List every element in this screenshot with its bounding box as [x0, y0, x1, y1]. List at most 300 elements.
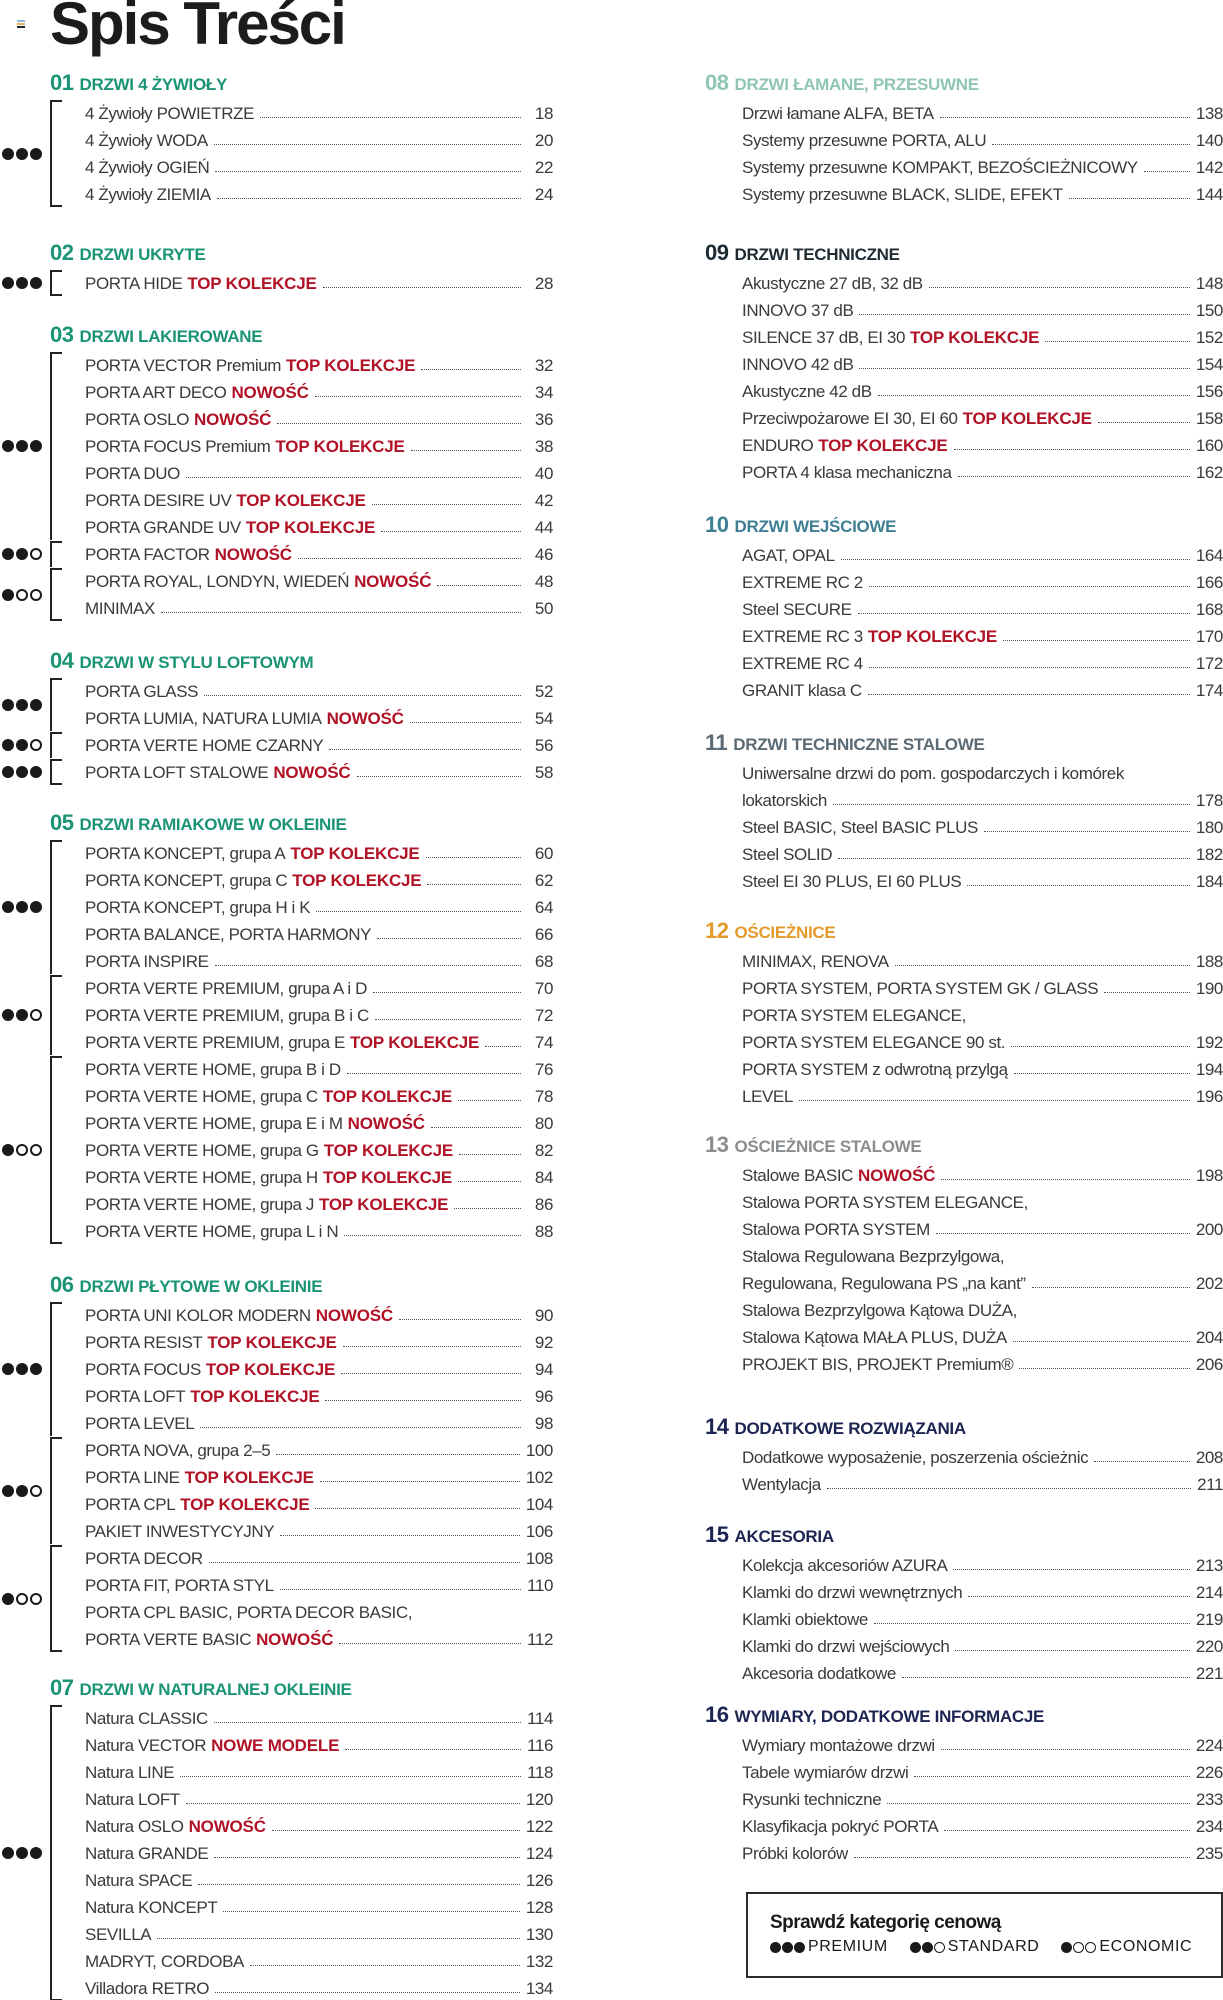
page-number: 58	[534, 763, 553, 782]
entry-badge: NOWOŚĆ	[256, 1630, 334, 1649]
dot-leader	[276, 1454, 520, 1455]
toc-entry[interactable]	[742, 539, 1223, 566]
toc-entry[interactable]	[85, 1299, 553, 1326]
toc-entry[interactable]	[85, 945, 553, 972]
dot-leader	[204, 695, 521, 696]
toc-entry[interactable]	[742, 402, 1223, 429]
toc-entry[interactable]	[742, 1240, 1223, 1267]
toc-entry[interactable]	[85, 1326, 553, 1353]
section-heading[interactable]	[705, 512, 896, 539]
entry-label: PORTA VERTE HOME, grupa J	[85, 1195, 315, 1214]
entry-badge: TOP KOLEKCJE	[322, 1168, 453, 1187]
section-heading[interactable]	[50, 70, 227, 97]
toc-entry[interactable]	[742, 647, 1223, 674]
entry-label: PORTA GLASS	[85, 682, 199, 701]
entry-label: INNOVO 37 dB	[742, 301, 854, 320]
toc-entry[interactable]	[742, 1267, 1223, 1294]
entry-label: Drzwi łamane ALFA, BETA	[742, 104, 934, 123]
entry-label: PORTA SYSTEM ELEGANCE,	[742, 1006, 966, 1025]
entry-label: Natura GRANDE	[85, 1844, 209, 1863]
section-number: 07	[50, 1675, 74, 1700]
section-heading[interactable]	[50, 648, 313, 675]
toc-entry[interactable]	[742, 429, 1223, 456]
entry-badge: NOWOŚĆ	[188, 1817, 266, 1836]
toc-entry[interactable]	[742, 151, 1223, 178]
page-number: 32	[534, 356, 553, 375]
dot-leader	[895, 965, 1190, 966]
page-number: 172	[1195, 654, 1223, 673]
toc-entry[interactable]	[85, 1837, 553, 1864]
toc-entry[interactable]	[742, 838, 1223, 865]
toc-entry[interactable]	[85, 178, 553, 205]
entry-label: Próbki kolorów	[742, 1844, 848, 1863]
toc-entry[interactable]	[742, 1053, 1223, 1080]
entry-label: PORTA VERTE HOME, grupa H	[85, 1168, 318, 1187]
toc-entry[interactable]	[85, 702, 553, 729]
entry-badge: TOP KOLEKCJE	[275, 437, 405, 456]
entry-badge: NOWOŚĆ	[326, 709, 404, 728]
toc-entry[interactable]	[742, 1783, 1223, 1810]
page-number: 40	[534, 464, 553, 483]
dot-leader	[1014, 1073, 1190, 1074]
section-title: DRZWI RAMIAKOWE W OKLEINIE	[79, 815, 347, 834]
toc-entry[interactable]	[85, 1569, 553, 1596]
page-number: 206	[1195, 1355, 1223, 1374]
page-number: 214	[1195, 1583, 1223, 1602]
toc-entry[interactable]	[742, 620, 1223, 647]
entry-label: PORTA SYSTEM ELEGANCE 90 st.	[742, 1033, 1006, 1052]
premium-price-dots-icon	[2, 277, 42, 289]
entry-badge: TOP KOLEKCJE	[245, 518, 376, 537]
dot-leader	[215, 1992, 520, 1993]
entry-label: MINIMAX, RENOVA	[742, 952, 889, 971]
toc-entry[interactable]	[742, 1729, 1223, 1756]
price-bracket	[50, 840, 60, 974]
toc-entry[interactable]	[85, 1945, 553, 1972]
section-number: 09	[705, 240, 729, 265]
page-number: 128	[525, 1898, 553, 1917]
toc-entry[interactable]	[742, 784, 1223, 811]
toc-entry[interactable]	[742, 999, 1223, 1026]
entry-badge: NOWOŚĆ	[315, 1306, 393, 1325]
toc-entry[interactable]	[742, 1549, 1223, 1576]
page-number: 154	[1195, 355, 1223, 374]
dot-leader	[411, 450, 521, 451]
entry-label: EXTREME RC 3	[742, 627, 863, 646]
toc-entry[interactable]	[85, 1461, 553, 1488]
toc-entry[interactable]	[85, 1026, 553, 1053]
toc-entry[interactable]	[85, 1053, 553, 1080]
toc-entry[interactable]	[742, 1186, 1223, 1213]
toc-entry[interactable]	[742, 375, 1223, 402]
section-title: DODATKOWE ROZWIĄZANIA	[734, 1419, 966, 1438]
dot-leader	[161, 612, 521, 613]
toc-entry[interactable]	[742, 811, 1223, 838]
page-number: 130	[525, 1925, 553, 1944]
entry-label: PORTA GRANDE UV	[85, 518, 241, 537]
entry-label: Natura CLASSIC	[85, 1709, 208, 1728]
toc-entry[interactable]	[85, 457, 553, 484]
dot-leader	[399, 1319, 521, 1320]
page-number: 80	[534, 1114, 553, 1133]
page-number: 104	[525, 1495, 553, 1514]
toc-entry[interactable]	[742, 865, 1223, 892]
dot-leader	[984, 831, 1190, 832]
toc-entry[interactable]	[742, 1026, 1223, 1053]
section-heading[interactable]	[705, 1522, 834, 1549]
entry-label: Steel SOLID	[742, 845, 833, 864]
dot-leader	[323, 287, 521, 288]
toc-entry[interactable]	[85, 1972, 553, 1999]
page-number: 180	[1195, 818, 1223, 837]
toc-entry[interactable]	[742, 1810, 1223, 1837]
entry-label: PORTA VERTE HOME, grupa L i N	[85, 1222, 339, 1241]
entry-label: Natura KONCEPT	[85, 1898, 218, 1917]
dot-leader	[954, 449, 1190, 450]
toc-entry[interactable]	[85, 538, 553, 565]
dot-leader	[198, 1884, 520, 1885]
toc-entry[interactable]	[742, 1630, 1223, 1657]
dot-leader	[941, 1179, 1190, 1180]
toc-entry[interactable]	[85, 97, 553, 124]
premium-price-dots-icon	[2, 901, 42, 913]
dot-leader	[485, 1046, 521, 1047]
toc-entry[interactable]	[85, 124, 553, 151]
toc-entry[interactable]	[742, 1213, 1223, 1240]
entry-label: PORTA ART DECO	[85, 383, 227, 402]
page-number: 88	[534, 1222, 553, 1241]
dot-leader	[372, 504, 521, 505]
premium-price-dots-icon	[2, 148, 42, 160]
section-heading[interactable]	[705, 240, 900, 267]
entry-label: Akustyczne 42 dB	[742, 382, 872, 401]
toc-entry[interactable]	[742, 593, 1223, 620]
entry-label: PORTA KONCEPT, grupa C	[85, 871, 288, 890]
toc-entry[interactable]	[742, 1468, 1223, 1495]
toc-entry[interactable]	[742, 1603, 1223, 1630]
entry-badge: NOWOŚĆ	[231, 383, 309, 402]
section-heading[interactable]	[50, 1675, 352, 1702]
page-number: 108	[525, 1549, 553, 1568]
page-number: 42	[534, 491, 553, 510]
toc-entry[interactable]	[742, 674, 1223, 701]
entry-label: PORTA VERTE PREMIUM, grupa E	[85, 1033, 345, 1052]
toc-entry[interactable]	[85, 267, 553, 294]
premium-price-dots-icon	[2, 1363, 42, 1375]
toc-entry[interactable]	[85, 1596, 553, 1623]
entry-badge: TOP KOLEKCJE	[180, 1495, 310, 1514]
economic-price-dots-icon	[1061, 1942, 1096, 1953]
toc-entry[interactable]	[85, 837, 553, 864]
toc-entry[interactable]	[85, 1623, 553, 1650]
toc-entry[interactable]	[742, 124, 1223, 151]
entry-label: PORTA BALANCE, PORTA HARMONY	[85, 925, 372, 944]
entry-label: lokatorskich	[742, 791, 827, 810]
entry-label: Regulowana, Regulowana PS „na kant”	[742, 1274, 1026, 1293]
page-number: 188	[1195, 952, 1223, 971]
toc-entry[interactable]	[85, 1161, 553, 1188]
toc-entry[interactable]	[742, 267, 1223, 294]
dot-leader	[343, 1346, 521, 1347]
entry-label: MADRYT, CORDOBA	[85, 1952, 244, 1971]
page-number: 213	[1195, 1556, 1223, 1575]
entry-badge: TOP KOLEKCJE	[290, 844, 420, 863]
legend-label: STANDARD	[947, 1938, 1040, 1955]
page-number: 122	[525, 1817, 553, 1836]
dot-leader	[250, 1965, 520, 1966]
price-bracket	[50, 1545, 60, 1652]
toc-entry[interactable]	[85, 1702, 553, 1729]
dot-leader	[298, 558, 521, 559]
entry-badge: NOWOŚĆ	[214, 545, 292, 564]
toc-entry[interactable]	[85, 592, 553, 619]
price-bracket	[50, 100, 60, 207]
standard-price-dots-icon	[2, 1009, 42, 1021]
entry-label: 4 Żywioły WODA	[85, 131, 208, 150]
entry-label: Klamki obiektowe	[742, 1610, 868, 1629]
toc-entry[interactable]	[742, 321, 1223, 348]
toc-entry[interactable]	[742, 1837, 1223, 1864]
section-title: DRZWI W NATURALNEJ OKLEINIE	[79, 1680, 352, 1699]
page-number: 114	[527, 1709, 553, 1728]
page-number: 178	[1195, 791, 1223, 810]
dot-leader	[345, 1749, 521, 1750]
entry-label: Dodatkowe wyposażenie, poszerzenia ościeżnic	[742, 1448, 1089, 1467]
toc-entry[interactable]	[85, 1515, 553, 1542]
toc-entry[interactable]	[85, 1434, 553, 1461]
toc-entry[interactable]	[742, 348, 1223, 375]
toc-entry[interactable]	[742, 1756, 1223, 1783]
page-number: 18	[534, 104, 553, 123]
entry-label: PORTA VERTE HOME, grupa G	[85, 1141, 319, 1160]
toc-entry[interactable]	[742, 178, 1223, 205]
price-bracket	[50, 975, 60, 1055]
dot-leader	[1045, 341, 1190, 342]
entry-label: PORTA VECTOR Premium	[85, 356, 282, 375]
entry-badge: TOP KOLEKCJE	[286, 356, 416, 375]
toc-entry[interactable]	[85, 1134, 553, 1161]
toc-entry[interactable]	[85, 1080, 553, 1107]
section-heading[interactable]	[50, 240, 206, 267]
toc-entry[interactable]	[85, 1215, 553, 1242]
entry-label: PORTA DECOR	[85, 1549, 203, 1568]
toc-entry[interactable]	[85, 1107, 553, 1134]
page-number: 160	[1195, 436, 1223, 455]
entry-label: PORTA NOVA, grupa 2–5	[85, 1441, 271, 1460]
entry-label: PORTA DUO	[85, 464, 180, 483]
toc-entry[interactable]	[742, 1294, 1223, 1321]
dot-leader	[936, 1233, 1190, 1234]
dot-leader	[1104, 992, 1190, 993]
entry-label: Rysunki techniczne	[742, 1790, 882, 1809]
toc-entry[interactable]	[742, 1576, 1223, 1603]
page-number: 74	[534, 1033, 553, 1052]
toc-entry[interactable]	[85, 484, 553, 511]
section-heading[interactable]	[50, 1272, 322, 1299]
page-number: 22	[534, 158, 553, 177]
entry-label: PORTA VERTE HOME, grupa E i M	[85, 1114, 343, 1133]
legend-item-premium	[770, 1938, 888, 1956]
entry-label: PORTA 4 klasa mechaniczna	[742, 463, 952, 482]
entry-label: Stalowe BASIC	[742, 1166, 854, 1185]
section-heading[interactable]	[50, 810, 347, 837]
toc-entry[interactable]	[85, 151, 553, 178]
section-title: DRZWI W STYLU LOFTOWYM	[79, 653, 314, 672]
toc-entry[interactable]	[85, 1810, 553, 1837]
entry-label: Kolekcja akcesoriów AZURA	[742, 1556, 948, 1575]
page-number: 192	[1195, 1033, 1223, 1052]
page-number: 221	[1195, 1664, 1223, 1683]
standard-price-dots-icon	[910, 1942, 945, 1953]
toc-entry[interactable]	[85, 756, 553, 783]
dot-leader	[958, 476, 1190, 477]
page-number: 211	[1197, 1475, 1223, 1494]
section-heading[interactable]	[705, 730, 985, 757]
toc-entry[interactable]	[742, 1348, 1223, 1375]
page-number: 132	[525, 1952, 553, 1971]
toc-entry[interactable]	[85, 511, 553, 538]
entry-badge: TOP KOLEKCJE	[205, 1360, 336, 1379]
page-number: 138	[1195, 104, 1223, 123]
section-heading[interactable]	[705, 1132, 921, 1159]
dot-leader	[929, 287, 1190, 288]
toc-entry[interactable]	[85, 999, 553, 1026]
section-heading[interactable]	[705, 70, 979, 97]
toc-entry[interactable]	[742, 1080, 1223, 1107]
page-number: 235	[1195, 1844, 1223, 1863]
entry-label: AGAT, OPAL	[742, 546, 835, 565]
dot-leader	[902, 1677, 1190, 1678]
entry-label: LEVEL	[742, 1087, 793, 1106]
toc-entry[interactable]	[742, 972, 1223, 999]
entry-label: PORTA INSPIRE	[85, 952, 209, 971]
entry-label: PORTA CPL	[85, 1495, 176, 1514]
page-number: 118	[527, 1763, 553, 1782]
toc-entry[interactable]	[85, 349, 553, 376]
price-bracket	[50, 541, 60, 567]
toc-entry[interactable]	[85, 1729, 553, 1756]
section-number: 10	[705, 512, 729, 537]
entry-label: INNOVO 42 dB	[742, 355, 854, 374]
dot-leader	[200, 1427, 521, 1428]
entry-label: Steel SECURE	[742, 600, 852, 619]
section-number: 04	[50, 648, 74, 673]
page-number: 86	[534, 1195, 553, 1214]
section-title: DRZWI LAKIEROWANE	[79, 327, 263, 346]
toc-entry[interactable]	[742, 1441, 1223, 1468]
entry-badge: TOP KOLEKCJE	[236, 491, 366, 510]
toc-entry[interactable]	[85, 1407, 553, 1434]
page-number: 162	[1195, 463, 1223, 482]
economic-price-dots-icon	[2, 1144, 42, 1156]
page-number: 38	[534, 437, 553, 456]
toc-entry[interactable]	[85, 918, 553, 945]
toc-entry[interactable]	[85, 729, 553, 756]
entry-label: Klamki do drzwi wewnętrznych	[742, 1583, 963, 1602]
toc-entry[interactable]	[85, 1188, 553, 1215]
page-number: 62	[534, 871, 553, 890]
toc-entry[interactable]	[85, 1891, 553, 1918]
toc-entry[interactable]	[85, 1864, 553, 1891]
section-heading[interactable]	[705, 1702, 1044, 1729]
page-number: 92	[534, 1333, 553, 1352]
toc-entry[interactable]	[85, 1783, 553, 1810]
toc-entry[interactable]	[742, 97, 1223, 124]
toc-entry[interactable]	[85, 864, 553, 891]
page-number: 134	[525, 1979, 553, 1998]
page-number: 84	[534, 1168, 553, 1187]
toc-entry[interactable]	[742, 1321, 1223, 1348]
toc-entry[interactable]	[85, 403, 553, 430]
dot-leader	[280, 1589, 521, 1590]
page-number: 124	[525, 1844, 553, 1863]
page-number: 24	[534, 185, 553, 204]
toc-entry[interactable]	[742, 945, 1223, 972]
dot-leader	[458, 1181, 521, 1182]
section-title: DRZWI TECHNICZNE	[734, 245, 900, 264]
page-number: 20	[534, 131, 553, 150]
section-number: 02	[50, 240, 74, 265]
toc-entry[interactable]	[742, 566, 1223, 593]
entry-label: PORTA FACTOR	[85, 545, 210, 564]
section-title: DRZWI UKRYTE	[79, 245, 206, 264]
section-heading[interactable]	[50, 322, 262, 349]
entry-label: Villadora RETRO	[85, 1979, 210, 1998]
toc-entry[interactable]	[85, 675, 553, 702]
page-number: 78	[534, 1087, 553, 1106]
toc-entry[interactable]	[742, 757, 1223, 784]
page-number: 66	[534, 925, 553, 944]
toc-entry[interactable]	[85, 1542, 553, 1569]
entry-label: EXTREME RC 4	[742, 654, 863, 673]
entry-label: PORTA CPL BASIC, PORTA DECOR BASIC,	[85, 1603, 413, 1622]
page-number: 140	[1195, 131, 1223, 150]
entry-label: Natura VECTOR	[85, 1736, 207, 1755]
toc-entry[interactable]	[85, 1918, 553, 1945]
toc-entry[interactable]	[85, 376, 553, 403]
page-number: 100	[525, 1441, 553, 1460]
entry-badge: TOP KOLEKCJE	[818, 436, 948, 455]
dot-leader	[329, 749, 521, 750]
toc-entry[interactable]	[85, 972, 553, 999]
toc-entry[interactable]	[742, 456, 1223, 483]
standard-price-dots-icon	[2, 739, 42, 751]
section-title: OŚCIEŻNICE	[734, 923, 836, 942]
page-number: 158	[1195, 409, 1223, 428]
entry-label: Natura LINE	[85, 1763, 175, 1782]
toc-entry[interactable]	[85, 430, 553, 457]
toc-entry[interactable]	[85, 1353, 553, 1380]
page-number: 94	[534, 1360, 553, 1379]
toc-entry[interactable]	[85, 1756, 553, 1783]
dot-leader	[827, 1488, 1191, 1489]
toc-entry[interactable]	[85, 565, 553, 592]
toc-entry[interactable]	[742, 294, 1223, 321]
toc-entry[interactable]	[742, 1657, 1223, 1684]
dot-leader	[859, 368, 1189, 369]
toc-entry[interactable]	[85, 891, 553, 918]
toc-entry[interactable]	[742, 1159, 1223, 1186]
economic-price-dots-icon	[2, 1593, 42, 1605]
toc-entry[interactable]	[85, 1380, 553, 1407]
premium-price-dots-icon	[2, 699, 42, 711]
dot-leader	[854, 1857, 1190, 1858]
toc-entry[interactable]	[85, 1488, 553, 1515]
dot-leader	[858, 613, 1190, 614]
section-heading[interactable]	[705, 918, 835, 945]
entry-badge: TOP KOLEKCJE	[349, 1033, 480, 1052]
section-heading[interactable]	[705, 1414, 966, 1441]
